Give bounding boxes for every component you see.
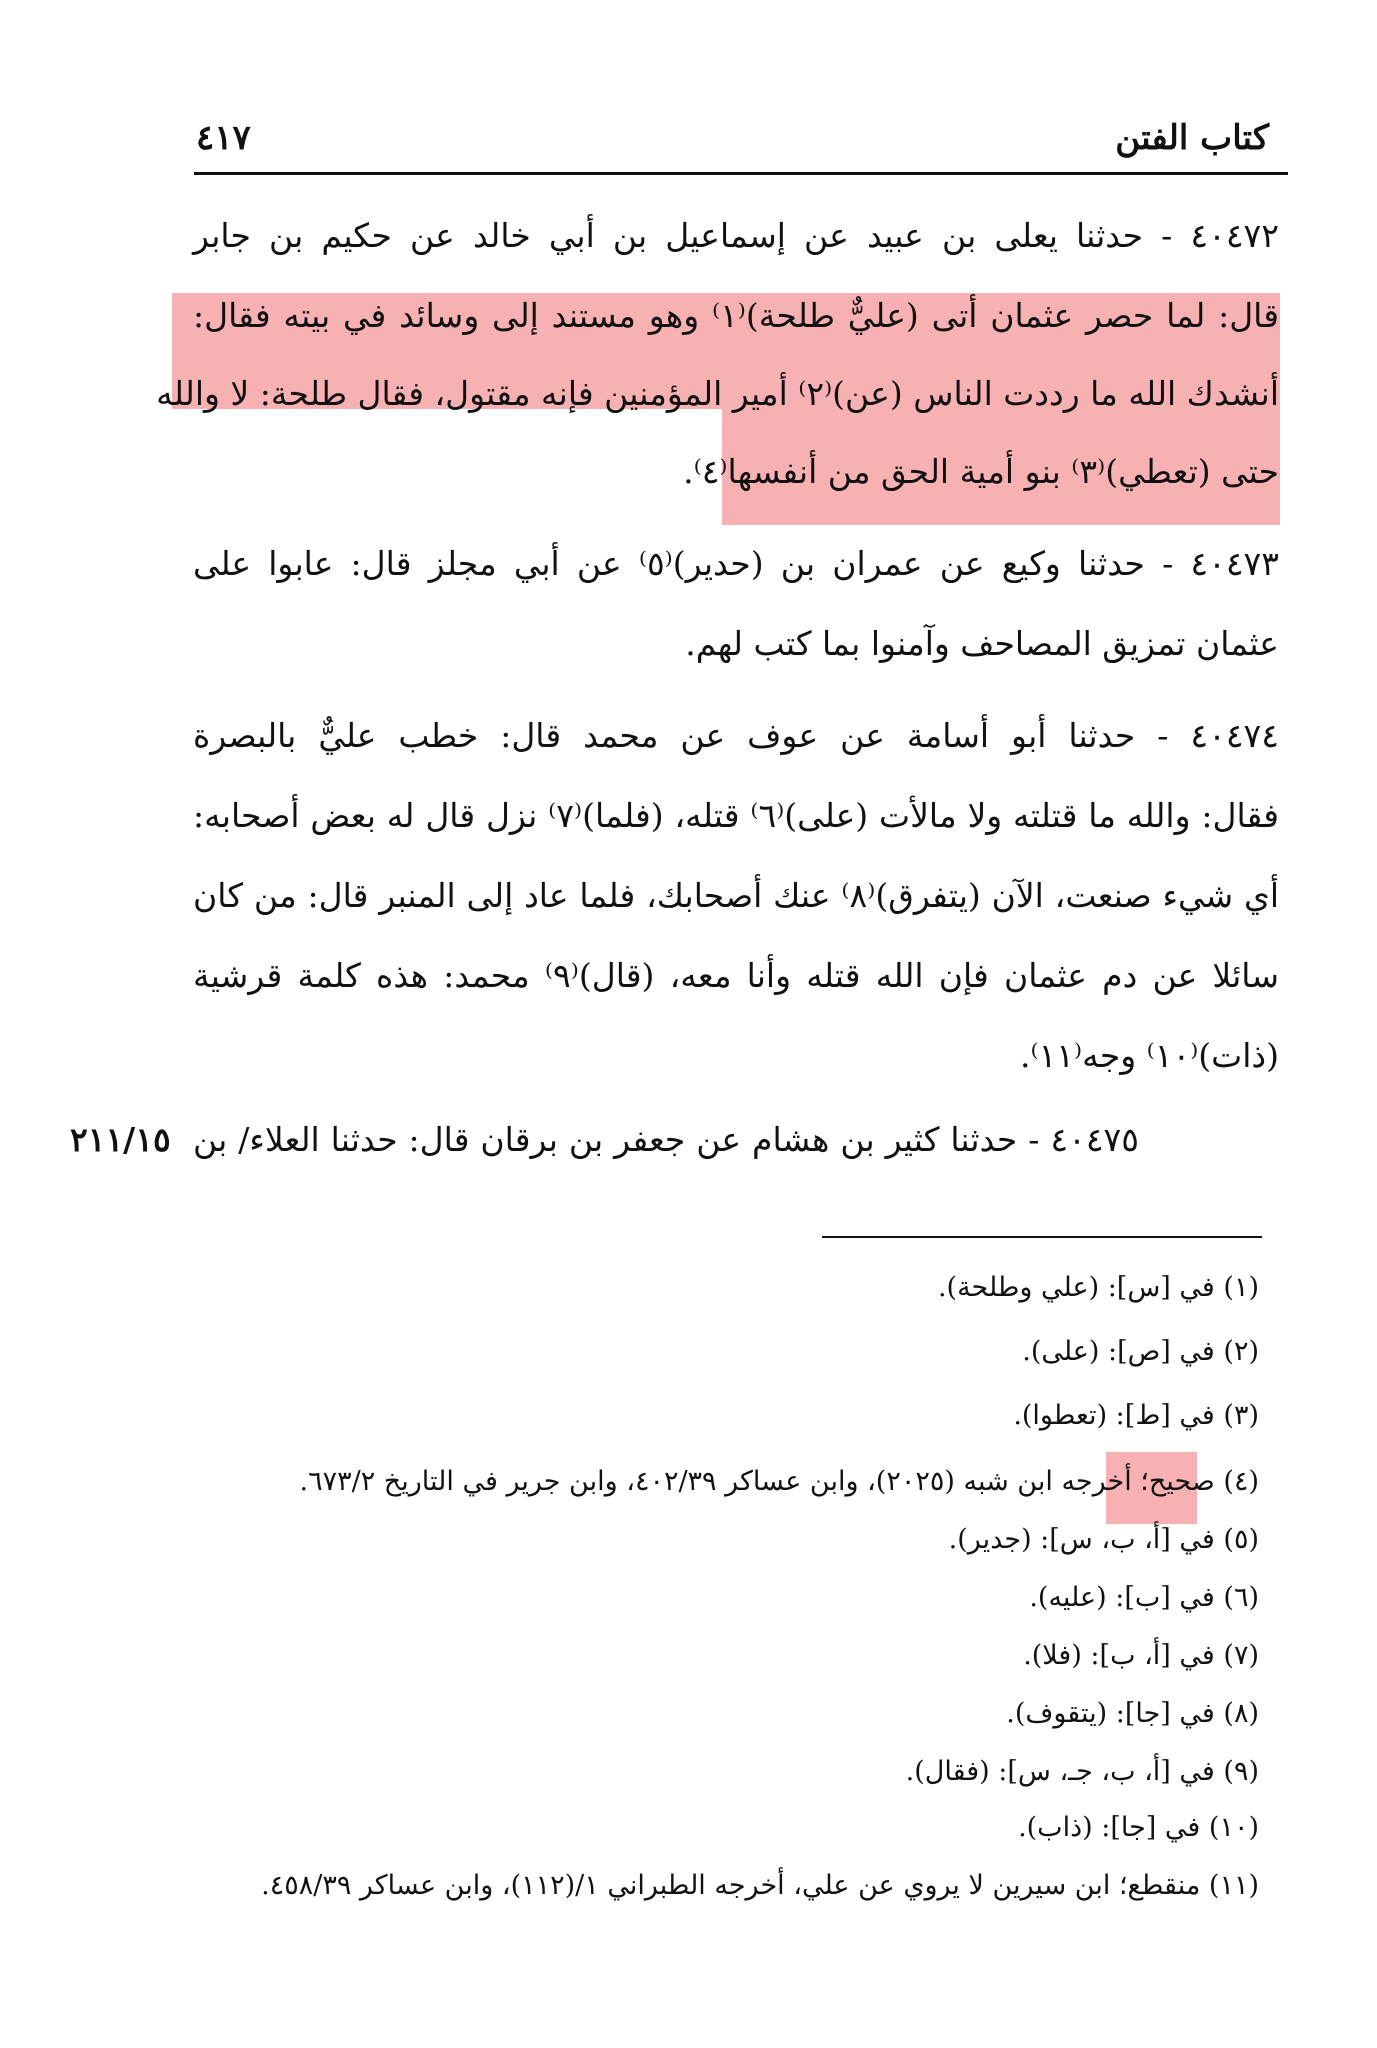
footnote: (١٠) في [جا]: (ذاب). — [1018, 1812, 1259, 1843]
footnote: (٧) في [أ، ب]: (فلا). — [1023, 1640, 1259, 1671]
hadith-line: أي شيء صنعت، الآن (يتفرق)⁽٨⁾ عنك أصحابك، فلما عاد إلى المنبر قال: من كان — [193, 876, 1279, 915]
hadith-line: أنشدك الله ما رددت الناس (عن)⁽٢⁾ أمير المؤمنين فإنه مقتول، فقال طلحة: لا والله — [156, 374, 1279, 413]
footnote: (٢) في [ص]: (على). — [1022, 1336, 1259, 1367]
footnote: (٦) في [ب]: (عليه). — [1029, 1582, 1259, 1613]
running-title: كتاب الفتن — [1115, 118, 1269, 158]
footnote: (٩) في [أ، ب، جـ، س]: (فقال). — [905, 1756, 1259, 1787]
hadith-line: (ذات)⁽١٠⁾ وجه⁽١١⁾. — [1019, 1036, 1279, 1075]
hadith-line: ٤٠٤٧٢ - حدثنا يعلى بن عبيد عن إسماعيل بن أبي خالد عن حكيم بن جابر — [193, 216, 1279, 255]
hadith-line: ٤٠٤٧٥ - حدثنا كثير بن هشام عن جعفر بن برقان قال: حدثنا العلاء/ بن — [193, 1120, 1139, 1159]
footnote: (٥) في [أ، ب، س]: (جدير). — [948, 1524, 1259, 1555]
margin-reference: ٢١١/١٥ — [70, 1120, 171, 1159]
footnote-rule — [822, 1236, 1262, 1238]
header-rule — [194, 172, 1288, 175]
hadith-line: حتى (تعطي)⁽٣⁾ بنو أمية الحق من أنفسها⁽٤⁾. — [683, 452, 1279, 491]
footnote: (٨) في [جا]: (يتقوف). — [1006, 1698, 1259, 1729]
footnote: (١١) منقطع؛ ابن سيرين لا يروي عن علي، أخرجه الطبراني ١/(١١٢)، وابن عساكر ٤٥٨/٣٩. — [261, 1870, 1259, 1901]
hadith-line: سائلا عن دم عثمان فإن الله قتله وأنا معه، (قال)⁽٩⁾ محمد: هذه كلمة قرشية — [193, 956, 1280, 995]
hadith-line: قال: لما حصر عثمان أتى (عليٌّ طلحة)⁽١⁾ وهو مستند إلى وسائد في بيته فقال: — [193, 296, 1280, 335]
hadith-line: ٤٠٤٧٤ - حدثنا أبو أسامة عن عوف عن محمد قال: خطب عليٌّ بالبصرة — [193, 716, 1279, 755]
footnote: (٣) في [ط]: (تعطوا). — [1013, 1400, 1259, 1431]
hadith-line: عثمان تمزيق المصاحف وآمنوا بما كتب لهم. — [685, 624, 1279, 663]
footnote: (٤) صحيح؛ أخرجه ابن شبه (٢٠٢٥)، وابن عساكر ٤٠٢/٣٩، وابن جرير في التاريخ ٦٧٣/٢. — [299, 1466, 1259, 1497]
page-number: ٤١٧ — [196, 118, 251, 158]
hadith-line: فقال: والله ما قتلته ولا مالأت (على)⁽٦⁾ قتله، (فلما)⁽٧⁾ نزل قال له بعض أصحابه: — [193, 796, 1279, 835]
footnote: (١) في [س]: (علي وطلحة). — [937, 1272, 1259, 1303]
hadith-line: ٤٠٤٧٣ - حدثنا وكيع عن عمران بن (حدير)⁽٥⁾ عن أبي مجلز قال: عابوا على — [193, 544, 1279, 583]
